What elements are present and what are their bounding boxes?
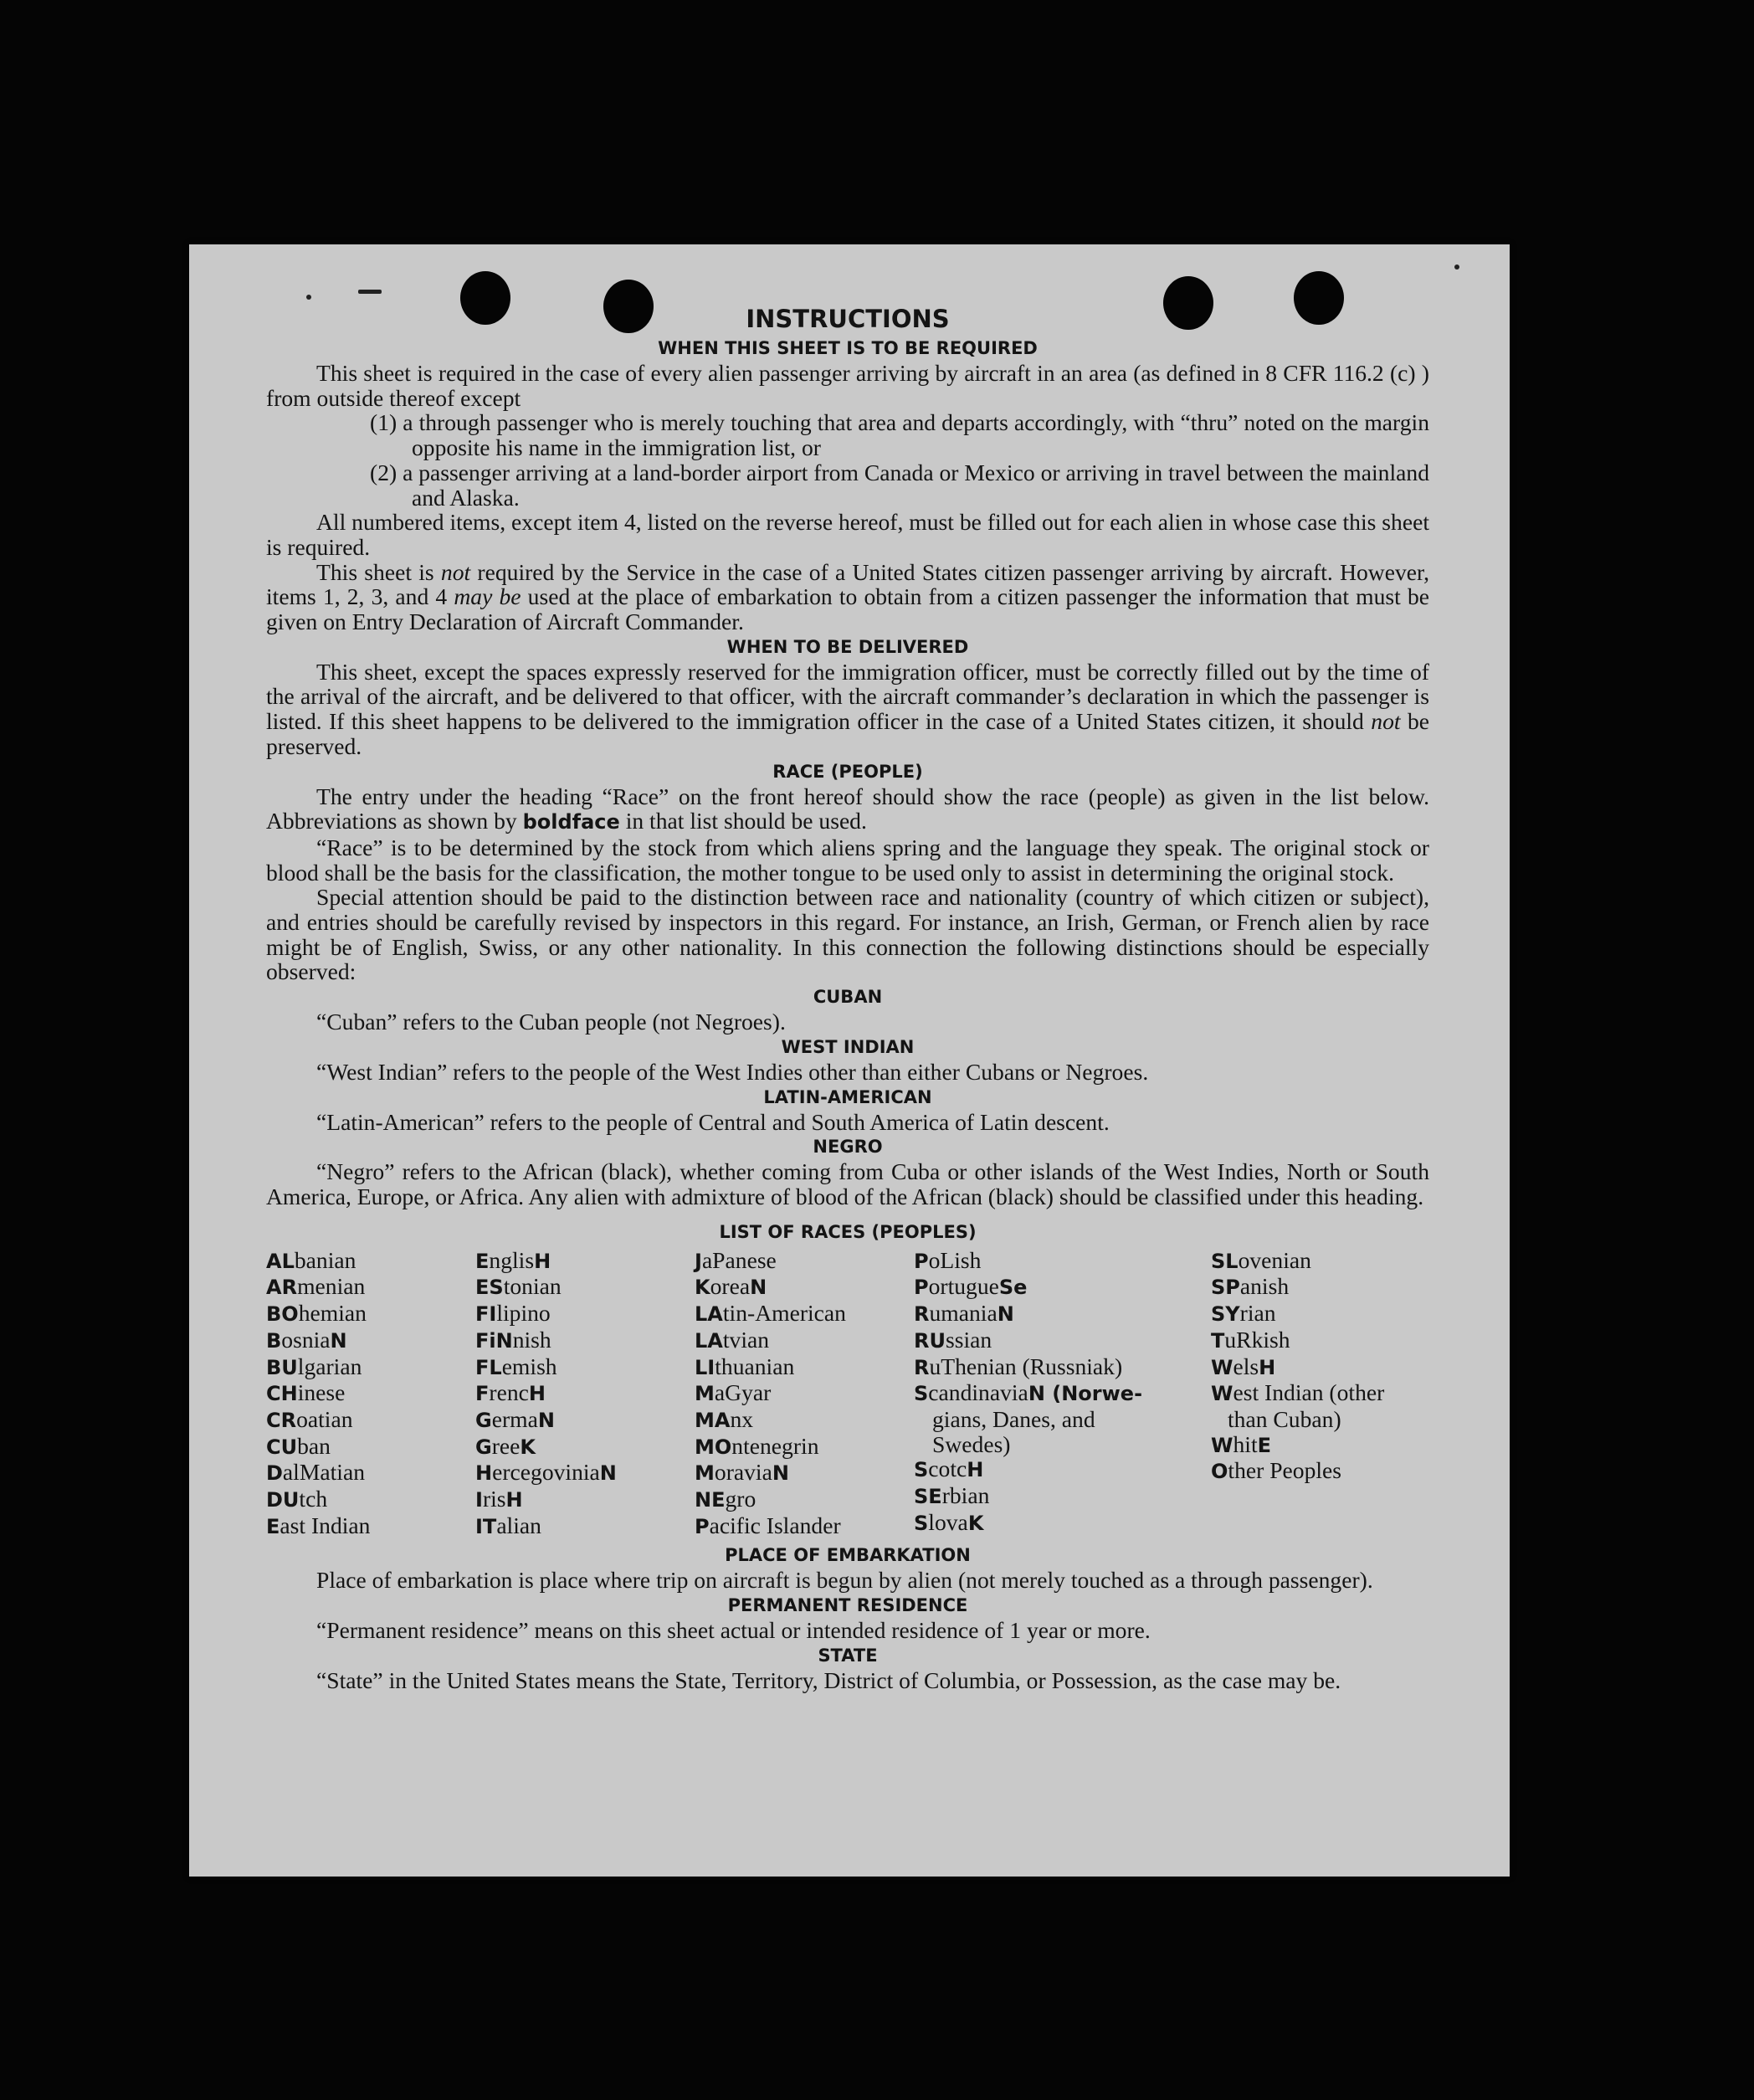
race-entry: LIthuanian xyxy=(695,1353,795,1379)
race-entry: ITalian xyxy=(475,1512,541,1538)
paragraph: “Negro” refers to the African (black), whether coming from Cuba or other islands of the West Indies, North or South America, Europe, or Africa. Any alien with admixture of blood of the African (black) should be classified under this heading. xyxy=(266,1158,1429,1209)
paragraph: This sheet is not required by the Service in the case of a United States citizen passenger arriving by aircraft. However, items 1, 2, 3, and 4 may be used at the place of embarkation to obtain from a citizen passenger the information that must be given on Entry Declaration of Aircraft Commander. xyxy=(266,558,1429,635)
race-column xyxy=(914,1248,1211,1540)
race-entry: ARmenian xyxy=(266,1273,366,1300)
race-entry: SlovaK xyxy=(914,1508,984,1535)
race-list xyxy=(266,1248,1429,1540)
race-entry: SYrian xyxy=(1211,1300,1276,1327)
section-heading-negro: NEGRO xyxy=(813,1137,883,1158)
race-entry: FiNnish xyxy=(475,1326,551,1353)
paragraph: “State” in the United States means the State, Territory, District of Columbia, or Possession, as the case may be. xyxy=(316,1666,1341,1693)
race-entry: gians, Danes, and xyxy=(932,1405,1095,1432)
race-entry: PoLish xyxy=(914,1246,982,1273)
race-entry: WelsH xyxy=(1211,1353,1276,1379)
paragraph: “Race” is to be determined by the stock from which aliens spring and the language they speak. The original stock or blood shall be the basis for the classification, the mother tongue to be used only to assist in determining the original stock. xyxy=(266,834,1429,886)
race-entry: ScotcH xyxy=(914,1456,984,1482)
race-entry: MoraviaN xyxy=(695,1459,789,1486)
paragraph: Special attention should be paid to the distinction between race and nationality (country of which citizen or subject), and entries should be carefully revised by inspectors in this regard. For instance, an Irish, German, or French alien by race might be of English, Swiss, or any other nationality. In this connection the following distinctions should be especially observed: xyxy=(266,884,1429,985)
section-heading-state: STATE xyxy=(818,1645,878,1666)
race-column xyxy=(695,1248,914,1540)
race-entry: HercegoviniaN xyxy=(475,1459,617,1486)
race-entry: ALbanian xyxy=(266,1246,356,1273)
race-entry: Pacific Islander xyxy=(695,1512,841,1538)
race-entry: CRoatian xyxy=(266,1405,353,1432)
race-entry: MaGyar xyxy=(695,1379,772,1406)
race-entry: EStonian xyxy=(475,1273,562,1300)
race-entry: SLovenian xyxy=(1211,1246,1311,1273)
race-entry: GreeK xyxy=(475,1432,536,1459)
race-entry: MOntenegrin xyxy=(695,1432,819,1459)
race-entry: LAtin-American xyxy=(695,1300,846,1327)
section-heading-cuban: CUBAN xyxy=(813,987,883,1008)
paragraph: “West Indian” refers to the people of the West Indies other than either Cubans or Negroes. xyxy=(316,1058,1149,1085)
race-entry: DalMatian xyxy=(266,1459,365,1486)
paragraph: “Cuban” refers to the Cuban people (not Negroes). xyxy=(316,1009,786,1035)
race-entry: DUtch xyxy=(266,1486,328,1512)
paragraph: Place of embarkation is place where trip on aircraft is begun by alien (not merely touched as a through passenger). xyxy=(316,1567,1373,1594)
race-entry: ScandinaviaN (Norwe- xyxy=(914,1379,1143,1406)
race-entry: BosniaN xyxy=(266,1326,347,1353)
paper-speck xyxy=(306,295,311,300)
race-entry: EnglisH xyxy=(475,1246,551,1273)
race-entry: SPanish xyxy=(1211,1273,1290,1300)
race-entry: FIlipino xyxy=(475,1300,551,1327)
race-entry: SErbian xyxy=(914,1482,990,1509)
race-entry: GermaN xyxy=(475,1405,555,1432)
document-body xyxy=(266,303,1429,1693)
section-heading-when-delivered: WHEN TO BE DELIVERED xyxy=(726,636,969,657)
race-entry: BUlgarian xyxy=(266,1353,362,1379)
race-entry: CHinese xyxy=(266,1379,346,1406)
exception-item-2: (2) a passenger arriving at a land-border airport from Canada or Mexico or arriving in travel between the mainland and Alaska. xyxy=(370,459,1429,511)
section-heading-residence: PERMANENT RESIDENCE xyxy=(727,1595,968,1616)
section-heading-when-required: WHEN THIS SHEET IS TO BE REQUIRED xyxy=(658,338,1038,358)
page-title: INSTRUCTIONS xyxy=(746,305,950,333)
section-heading-embarkation: PLACE OF EMBARKATION xyxy=(725,1545,971,1566)
race-entry: TuRkish xyxy=(1211,1326,1290,1353)
race-entry: JaPanese xyxy=(695,1246,777,1273)
paragraph: This sheet, except the spaces expressly reserved for the immigration officer, must be correctly filled out by the time of the arrival of the aircraft, and be delivered to that officer, with the aircraft commander’s declaration in which the passenger is listed. If this sheet happens to be delivered to the immigration officer in the case of a United States citizen, it should not be preserved. xyxy=(266,658,1429,759)
race-entry: WhitE xyxy=(1211,1430,1272,1457)
race-entry: KoreaN xyxy=(695,1273,767,1300)
section-heading-latin-american: LATIN-AMERICAN xyxy=(763,1086,932,1107)
race-entry: CUban xyxy=(266,1432,331,1459)
race-entry: RumaniaN xyxy=(914,1300,1014,1327)
race-entry: NEgro xyxy=(695,1486,756,1512)
race-entry: BOhemian xyxy=(266,1300,367,1327)
race-column xyxy=(266,1248,475,1540)
race-entry: Other Peoples xyxy=(1211,1457,1342,1484)
race-entry: FLemish xyxy=(475,1353,557,1379)
race-entry: than Cuban) xyxy=(1228,1405,1341,1432)
race-entry: Swedes) xyxy=(932,1430,1011,1457)
paragraph: “Latin-American” refers to the people of Central and South America of Latin descent. xyxy=(316,1108,1110,1135)
race-entry: West Indian (other xyxy=(1211,1379,1385,1406)
paper-speck xyxy=(1454,264,1459,270)
exception-item-1: (1) a through passenger who is merely touching that area and departs accordingly, with “thru” noted on the margin opposite his name in the immigration list, or xyxy=(370,409,1429,461)
race-entry: RUssian xyxy=(914,1326,992,1353)
section-heading-west-indian: WEST INDIAN xyxy=(781,1036,915,1057)
race-entry: RuThenian (Russniak) xyxy=(914,1353,1123,1379)
instruction-sheet xyxy=(189,244,1510,1877)
race-entry: MAnx xyxy=(695,1405,754,1432)
paragraph: The entry under the heading “Race” on the front hereof should show the race (people) as given in the list below. Abbreviations as shown by boldface in that list should be used. xyxy=(266,783,1429,834)
race-entry: PortugueSe xyxy=(914,1273,1028,1300)
paragraph: “Permanent residence” means on this sheet actual or intended residence of 1 year or more. xyxy=(316,1617,1151,1644)
paragraph: All numbered items, except item 4, listed on the reverse hereof, must be filled out for each alien in whose case this sheet is required. xyxy=(266,509,1429,560)
race-column xyxy=(475,1248,695,1540)
race-entry: FrencH xyxy=(475,1379,546,1406)
race-column xyxy=(1211,1248,1429,1540)
race-entry: IrisH xyxy=(475,1486,523,1512)
section-heading-race: RACE (PEOPLE) xyxy=(772,761,923,782)
paper-speck xyxy=(358,290,382,294)
race-entry: LAtvian xyxy=(695,1326,770,1353)
paragraph: This sheet is required in the case of every alien passenger arriving by aircraft in an area (as defined in 8 CFR 116.2 (c) ) from outside thereof except xyxy=(266,360,1429,411)
race-entry: East Indian xyxy=(266,1512,371,1538)
section-heading-list-of-races: LIST OF RACES (PEOPLES) xyxy=(719,1221,977,1242)
